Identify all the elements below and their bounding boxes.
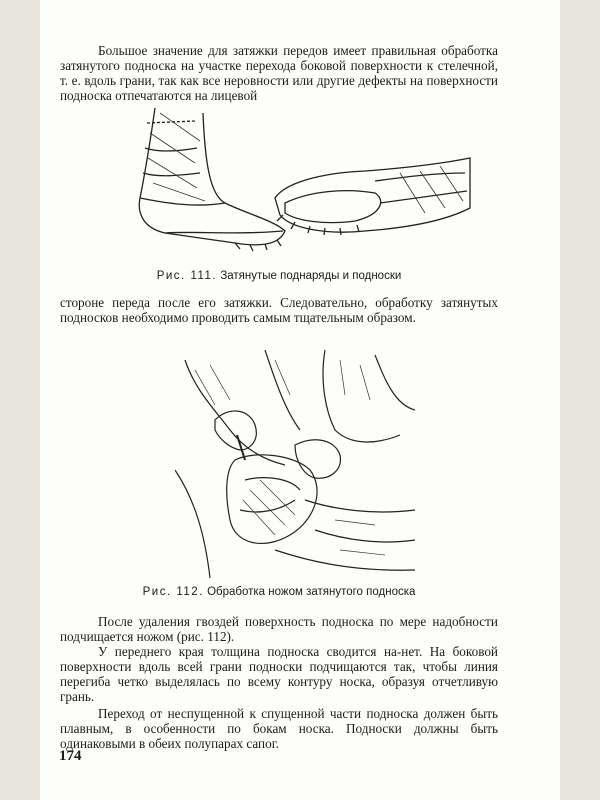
paragraph-3: После удаления гвоздей поверхность подноска по мере надобности подчищается ножом (рис. 112). bbox=[60, 614, 498, 644]
scan-margin-right bbox=[560, 0, 600, 800]
figure-111-illustration bbox=[125, 103, 475, 263]
figure-112-caption bbox=[60, 586, 498, 598]
figure-111-caption bbox=[60, 270, 498, 282]
figure-112-illustration bbox=[175, 350, 420, 578]
paragraph-1: Большое значение для затяжки передов имеет правильная обработка затянутого подноска на участке перехода боковой поверхности к стелечной, т. е. вдоль грани, так как все неровности или другие дефекты на поверхности подноска отпечатаются на лицевой bbox=[60, 43, 498, 103]
figure-112-caption-text: Обработка ножом затянутого подноска bbox=[207, 586, 416, 598]
paragraph-4: У переднего края толщина подноска сводится на-нет. На боковой поверхности вдоль всей грани подноски подчищаются так, чтобы линия перегиба четко выделялась по всему контуру носка, образуя отчетливую грань. bbox=[60, 644, 498, 704]
figure-111-label: Рис. 111. bbox=[156, 270, 218, 282]
paragraph-5: Переход от неспущенной к спущенной части подноска должен быть плавным, в особенности по бокам носка. Подноски должны быть одинаковыми в обеих полупарах сапог. bbox=[60, 706, 498, 751]
page-number: 174 bbox=[59, 748, 82, 764]
scan-margin-left bbox=[0, 0, 40, 800]
paragraph-2: стороне переда после его затяжки. Следовательно, обработку затянутых подносков необходимо проводить самым тщательным образом. bbox=[60, 295, 498, 325]
figure-111-caption-text: Затянутые поднаряды и подноски bbox=[220, 270, 402, 282]
figure-112-label: Рис. 112. bbox=[142, 586, 204, 598]
